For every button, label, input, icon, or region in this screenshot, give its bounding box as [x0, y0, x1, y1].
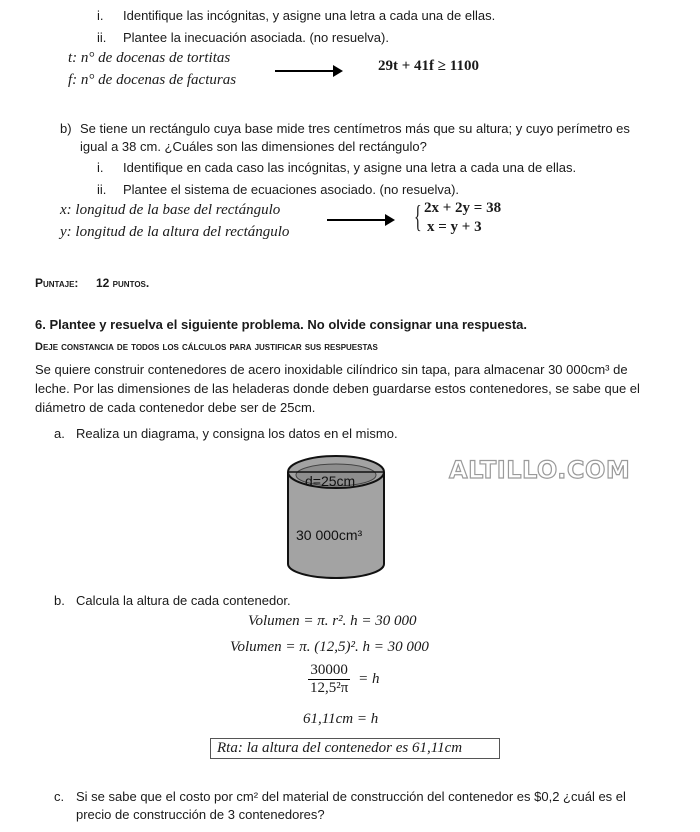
variable-definition-t: t: n° de docenas de tortitas: [68, 50, 231, 66]
item-number: b.: [54, 593, 65, 608]
diagram-diameter-label: d=25cm: [305, 473, 356, 489]
problem-text: diámetro de cada contenedor debe ser de 25cm.: [35, 400, 316, 415]
variable-definition-f: f: n° de docenas de facturas: [68, 72, 237, 88]
item-number: a.: [54, 426, 65, 441]
item-label: b): [60, 121, 72, 136]
answer-text: Rta: la altura del contenedor es 61,11cm: [217, 740, 463, 756]
brace-icon: {: [414, 198, 422, 234]
arrow-icon: [275, 70, 341, 72]
inequation: 29t + 41f ≥ 1100: [378, 58, 479, 74]
problem-text: Se tiene un rectángulo cuya base mide tres centímetros más que su altura; y cuyo perímetro es: [80, 121, 630, 136]
instruction-text: Realiza un diagrama, y consigna los datos en el mismo.: [76, 426, 398, 441]
problem-text: leche. Por las dimensiones de las heladeras donde deben guardarse estos contenedores, se sabe que el: [35, 381, 640, 396]
section-title: 6. Plantee y resuelva el siguiente problema. No olvide consignar una respuesta.: [35, 317, 528, 332]
calculation-line: Volumen = π. r². h = 30 000: [248, 613, 417, 629]
score-label: Puntaje:: [35, 276, 79, 290]
question-text: Si se sabe que el costo por cm² del material de construcción del contenedor es $0,2 ¿cuál es el: [76, 789, 626, 804]
item-number: ii.: [97, 30, 107, 45]
problem-text: igual a 38 cm. ¿Cuáles son las dimensiones del rectángulo?: [80, 139, 427, 154]
fraction-denominator: 12,5²π: [310, 680, 349, 696]
calculation-line: Volumen = π. (12,5)². h = 30 000: [230, 639, 429, 655]
instruction-text: Identifique en cada caso las incógnitas, y asigne una letra a cada una de ellas.: [123, 160, 577, 175]
section-instruction: Deje constancia de todos los cálculos para justificar sus respuestas: [35, 341, 378, 353]
item-number: i.: [97, 8, 104, 23]
equation-2: x = y + 3: [427, 219, 482, 235]
answer-box: [210, 738, 500, 759]
diagram-volume-label: 30 000cm³: [296, 527, 363, 543]
instruction-text: Calcula la altura de cada contenedor.: [76, 593, 291, 608]
variable-definition-x: x: longitud de la base del rectángulo: [60, 202, 281, 218]
calculation-fraction: [308, 662, 379, 697]
instruction-text: Plantee el sistema de ecuaciones asociado. (no resuelva).: [123, 182, 460, 197]
problem-text: Se quiere construir contenedores de acero inoxidable cilíndrico sin tapa, para almacenar 30 000cm³ de: [35, 362, 628, 377]
variable-definition-y: y: longitud de la altura del rectángulo: [60, 224, 290, 240]
watermark-logo: ALTILLO.COM: [449, 456, 631, 484]
cylinder-diagram: [284, 448, 388, 583]
fraction-numerator: 30000: [308, 662, 350, 680]
equation-1: 2x + 2y = 38: [424, 200, 502, 216]
item-number: i.: [97, 160, 104, 175]
item-number: c.: [54, 789, 65, 804]
score-value: 12 puntos.: [96, 276, 150, 290]
item-number: ii.: [97, 182, 107, 197]
question-text: precio de construcción de 3 contenedores?: [76, 807, 325, 822]
fraction-rhs: = h: [358, 671, 380, 687]
instruction-text: Plantee la inecuación asociada. (no resuelva).: [123, 30, 389, 45]
arrow-icon: [327, 219, 393, 221]
calculation-result: 61,11cm = h: [303, 711, 379, 727]
instruction-text: Identifique las incógnitas, y asigne una letra a cada una de ellas.: [123, 8, 496, 23]
